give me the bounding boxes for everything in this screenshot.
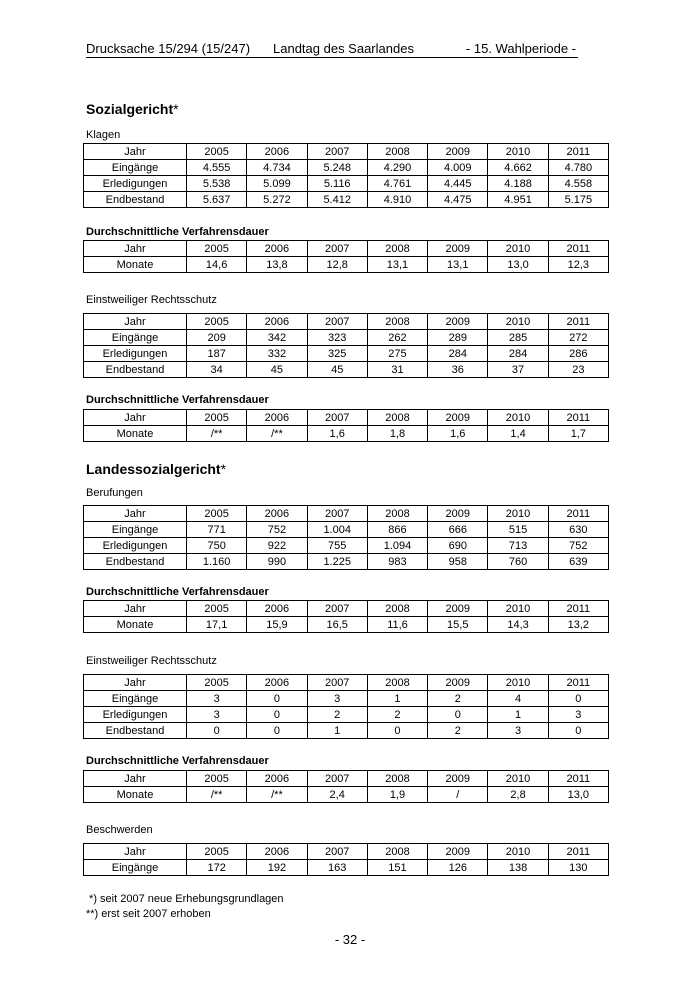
year-header-cell: 2010 (488, 314, 548, 330)
year-header-cell: 2005 (187, 675, 247, 691)
year-header-cell: 2007 (307, 410, 367, 426)
value-cell: /** (247, 787, 307, 803)
value-cell: 342 (247, 330, 307, 346)
value-cell: 285 (488, 330, 548, 346)
value-cell: 4.445 (428, 176, 488, 192)
value-cell: 15,5 (428, 617, 488, 633)
year-header-cell: 2010 (488, 506, 548, 522)
value-cell: 151 (367, 860, 427, 876)
value-cell: 262 (367, 330, 427, 346)
year-header-cell: 2007 (307, 241, 367, 257)
year-header-cell: 2009 (428, 844, 488, 860)
year-header-cell: 2011 (548, 771, 608, 787)
value-cell: 0 (247, 723, 307, 739)
value-cell: 289 (428, 330, 488, 346)
year-header-cell: 2010 (488, 241, 548, 257)
value-cell: 4.188 (488, 176, 548, 192)
year-header-cell: 2009 (428, 675, 488, 691)
value-cell: 34 (187, 362, 247, 378)
year-header-cell: 2007 (307, 144, 367, 160)
row-label-cell: Jahr (84, 241, 187, 257)
value-cell: 3 (187, 691, 247, 707)
value-cell: 3 (187, 707, 247, 723)
value-cell: 13,1 (428, 257, 488, 273)
value-cell: 37 (488, 362, 548, 378)
value-cell: 4.475 (428, 192, 488, 208)
section-title-text: Sozialgericht (86, 101, 174, 117)
statistics-table-durchschnittliche-verfahrensdauer (83, 409, 609, 442)
row-label-cell: Jahr (84, 144, 187, 160)
value-cell: 990 (247, 554, 307, 570)
value-cell: 1,7 (548, 426, 608, 442)
year-header-cell: 2007 (307, 675, 367, 691)
value-cell: /** (187, 426, 247, 442)
table-caption-einstweiliger-rechtsschutz: Einstweiliger Rechtsschutz (86, 294, 217, 306)
value-cell: 0 (428, 707, 488, 723)
year-header-cell: 2009 (428, 771, 488, 787)
value-cell: 16,5 (307, 617, 367, 633)
year-header-cell: 2006 (247, 314, 307, 330)
statistics-table-durchschnittliche-verfahrensdauer (83, 240, 609, 273)
year-header-cell: 2010 (488, 601, 548, 617)
value-cell: 138 (488, 860, 548, 876)
value-cell: 130 (548, 860, 608, 876)
value-cell: 752 (548, 538, 608, 554)
table-caption-einstweiliger-rechtsschutz: Einstweiliger Rechtsschutz (86, 655, 217, 667)
year-header-cell: 2011 (548, 241, 608, 257)
value-cell: 284 (488, 346, 548, 362)
table-row (84, 257, 609, 273)
value-cell: 13,0 (548, 787, 608, 803)
statistics-table-einstweiliger-rechtsschutz (83, 674, 609, 739)
value-cell: 4.290 (367, 160, 427, 176)
row-label-cell: Erledigungen (84, 176, 187, 192)
table-caption-durchschnittliche-verfahrensdauer: Durchschnittliche Verfahrensdauer (86, 394, 269, 406)
value-cell: 1.225 (307, 554, 367, 570)
table-caption-durchschnittliche-verfahrensdauer: Durchschnittliche Verfahrensdauer (86, 226, 269, 238)
year-header-cell: 2007 (307, 314, 367, 330)
value-cell: 2 (367, 707, 427, 723)
year-header-cell: 2007 (307, 771, 367, 787)
year-header-cell: 2006 (247, 675, 307, 691)
year-header-cell: 2008 (367, 601, 427, 617)
table-caption-berufungen: Berufungen (86, 487, 143, 499)
row-label-cell: Monate (84, 257, 187, 273)
statistics-table-durchschnittliche-verfahrensdauer (83, 600, 609, 633)
year-header-cell: 2010 (488, 144, 548, 160)
value-cell: 209 (187, 330, 247, 346)
value-cell: 4.761 (367, 176, 427, 192)
year-header-cell: 2009 (428, 314, 488, 330)
year-header-cell: 2009 (428, 601, 488, 617)
value-cell: 11,6 (367, 617, 427, 633)
year-header-cell: 2009 (428, 410, 488, 426)
row-label-cell: Eingänge (84, 522, 187, 538)
year-header-cell: 2010 (488, 844, 548, 860)
value-cell: 866 (367, 522, 427, 538)
year-header-cell: 2006 (247, 844, 307, 860)
row-label-cell: Erledigungen (84, 346, 187, 362)
table-header-row (84, 410, 609, 426)
value-cell: 172 (187, 860, 247, 876)
value-cell: 4.951 (488, 192, 548, 208)
year-header-cell: 2006 (247, 144, 307, 160)
year-header-cell: 2007 (307, 506, 367, 522)
row-label-cell: Monate (84, 787, 187, 803)
value-cell: 958 (428, 554, 488, 570)
value-cell: 284 (428, 346, 488, 362)
year-header-cell: 2011 (548, 601, 608, 617)
row-label-cell: Jahr (84, 601, 187, 617)
table-row (84, 330, 609, 346)
value-cell: 2 (428, 691, 488, 707)
year-header-cell: 2006 (247, 241, 307, 257)
row-label-cell: Jahr (84, 314, 187, 330)
section-title-text: Landessozialgericht (86, 461, 221, 477)
value-cell: /** (187, 787, 247, 803)
value-cell: 13,0 (488, 257, 548, 273)
value-cell: 36 (428, 362, 488, 378)
year-header-cell: 2010 (488, 771, 548, 787)
value-cell: 1,9 (367, 787, 427, 803)
value-cell: 760 (488, 554, 548, 570)
value-cell: 4.555 (187, 160, 247, 176)
year-header-cell: 2011 (548, 844, 608, 860)
value-cell: 0 (548, 691, 608, 707)
statistics-table-berufungen (83, 505, 609, 570)
table-caption-klagen: Klagen (86, 129, 121, 141)
table-row (84, 346, 609, 362)
year-header-cell: 2009 (428, 506, 488, 522)
value-cell: 192 (247, 860, 307, 876)
row-label-cell: Erledigungen (84, 538, 187, 554)
value-cell: 713 (488, 538, 548, 554)
year-header-cell: 2010 (488, 410, 548, 426)
row-label-cell: Eingänge (84, 330, 187, 346)
value-cell: 755 (307, 538, 367, 554)
value-cell: 922 (247, 538, 307, 554)
value-cell: 666 (428, 522, 488, 538)
value-cell: 0 (247, 707, 307, 723)
value-cell: 5.175 (548, 192, 608, 208)
value-cell: 4.662 (488, 160, 548, 176)
row-label-cell: Endbestand (84, 723, 187, 739)
header-drucksache: Drucksache 15/294 (15/247) (86, 41, 251, 56)
table-row (84, 617, 609, 633)
value-cell: 323 (307, 330, 367, 346)
value-cell: 163 (307, 860, 367, 876)
table-caption-durchschnittliche-verfahrensdauer: Durchschnittliche Verfahrensdauer (86, 586, 269, 598)
value-cell: 5.099 (247, 176, 307, 192)
value-cell: 23 (548, 362, 608, 378)
footnote: *) seit 2007 neue Erhebungsgrundlagen (86, 893, 284, 905)
statistics-table-beschwerden (83, 843, 609, 876)
year-header-cell: 2010 (488, 675, 548, 691)
header-landtag: Landtag des Saarlandes (273, 41, 414, 56)
header-wahlperiode: - 15. Wahlperiode - (465, 41, 576, 56)
footnote: **) erst seit 2007 erhoben (86, 908, 211, 920)
table-row (84, 522, 609, 538)
year-header-cell: 2008 (367, 844, 427, 860)
value-cell: 1.160 (187, 554, 247, 570)
year-header-cell: 2005 (187, 241, 247, 257)
table-row (84, 160, 609, 176)
value-cell: 12,3 (548, 257, 608, 273)
table-row (84, 691, 609, 707)
year-header-cell: 2007 (307, 844, 367, 860)
value-cell: 2 (428, 723, 488, 739)
row-label-cell: Jahr (84, 410, 187, 426)
value-cell: 2 (307, 707, 367, 723)
value-cell: 4.910 (367, 192, 427, 208)
year-header-cell: 2006 (247, 410, 307, 426)
value-cell: 286 (548, 346, 608, 362)
value-cell: 1,8 (367, 426, 427, 442)
value-cell: 126 (428, 860, 488, 876)
table-header-row (84, 241, 609, 257)
table-row (84, 362, 609, 378)
table-row (84, 538, 609, 554)
year-header-cell: 2011 (548, 675, 608, 691)
value-cell: 2,8 (488, 787, 548, 803)
value-cell: 2,4 (307, 787, 367, 803)
value-cell: 272 (548, 330, 608, 346)
table-row (84, 176, 609, 192)
row-label-cell: Jahr (84, 675, 187, 691)
footnote-marker: * (173, 101, 179, 117)
row-label-cell: Monate (84, 426, 187, 442)
value-cell: / (428, 787, 488, 803)
year-header-cell: 2008 (367, 410, 427, 426)
year-header-cell: 2009 (428, 144, 488, 160)
value-cell: 31 (367, 362, 427, 378)
table-row (84, 707, 609, 723)
year-header-cell: 2009 (428, 241, 488, 257)
year-header-cell: 2008 (367, 144, 427, 160)
value-cell: 690 (428, 538, 488, 554)
value-cell: 0 (548, 723, 608, 739)
statistics-table-klagen (83, 143, 609, 208)
table-header-row (84, 506, 609, 522)
table-row (84, 426, 609, 442)
year-header-cell: 2011 (548, 314, 608, 330)
year-header-cell: 2011 (548, 410, 608, 426)
section-title-landessozialgericht (86, 461, 226, 477)
row-label-cell: Endbestand (84, 362, 187, 378)
year-header-cell: 2005 (187, 844, 247, 860)
value-cell: 515 (488, 522, 548, 538)
value-cell: 5.116 (307, 176, 367, 192)
value-cell: 275 (367, 346, 427, 362)
value-cell: 0 (367, 723, 427, 739)
value-cell: 15,9 (247, 617, 307, 633)
year-header-cell: 2011 (548, 144, 608, 160)
value-cell: 13,1 (367, 257, 427, 273)
table-row (84, 723, 609, 739)
year-header-cell: 2005 (187, 601, 247, 617)
year-header-cell: 2008 (367, 771, 427, 787)
value-cell: 1,6 (307, 426, 367, 442)
table-header-row (84, 601, 609, 617)
table-header-row (84, 844, 609, 860)
year-header-cell: 2008 (367, 506, 427, 522)
value-cell: 3 (307, 691, 367, 707)
section-title-sozialgericht (86, 101, 179, 117)
value-cell: 3 (488, 723, 548, 739)
table-caption-durchschnittliche-verfahrensdauer: Durchschnittliche Verfahrensdauer (86, 755, 269, 767)
value-cell: 13,2 (548, 617, 608, 633)
value-cell: 45 (247, 362, 307, 378)
value-cell: 14,6 (187, 257, 247, 273)
document-header (86, 41, 578, 58)
statistics-table-durchschnittliche-verfahrensdauer (83, 770, 609, 803)
value-cell: 4 (488, 691, 548, 707)
value-cell: 5.272 (247, 192, 307, 208)
year-header-cell: 2008 (367, 241, 427, 257)
value-cell: 1.094 (367, 538, 427, 554)
year-header-cell: 2011 (548, 506, 608, 522)
table-header-row (84, 314, 609, 330)
row-label-cell: Eingänge (84, 160, 187, 176)
value-cell: 1 (307, 723, 367, 739)
table-header-row (84, 771, 609, 787)
value-cell: 5.248 (307, 160, 367, 176)
value-cell: 4.009 (428, 160, 488, 176)
value-cell: 639 (548, 554, 608, 570)
year-header-cell: 2006 (247, 771, 307, 787)
value-cell: 4.780 (548, 160, 608, 176)
year-header-cell: 2005 (187, 144, 247, 160)
value-cell: 1,6 (428, 426, 488, 442)
value-cell: 771 (187, 522, 247, 538)
value-cell: 750 (187, 538, 247, 554)
year-header-cell: 2008 (367, 675, 427, 691)
row-label-cell: Eingänge (84, 860, 187, 876)
page-number: - 32 - (334, 932, 366, 947)
value-cell: 1.004 (307, 522, 367, 538)
value-cell: 0 (247, 691, 307, 707)
value-cell: 5.412 (307, 192, 367, 208)
value-cell: 13,8 (247, 257, 307, 273)
value-cell: 1 (488, 707, 548, 723)
row-label-cell: Jahr (84, 771, 187, 787)
table-header-row (84, 144, 609, 160)
row-label-cell: Endbestand (84, 554, 187, 570)
table-caption-beschwerden: Beschwerden (86, 824, 153, 836)
value-cell: 5.637 (187, 192, 247, 208)
row-label-cell: Jahr (84, 844, 187, 860)
table-row (84, 860, 609, 876)
footnote-marker: * (220, 461, 227, 477)
year-header-cell: 2006 (247, 601, 307, 617)
value-cell: 12,8 (307, 257, 367, 273)
value-cell: 325 (307, 346, 367, 362)
value-cell: 630 (548, 522, 608, 538)
year-header-cell: 2005 (187, 771, 247, 787)
value-cell: 14,3 (488, 617, 548, 633)
year-header-cell: 2007 (307, 601, 367, 617)
value-cell: 752 (247, 522, 307, 538)
year-header-cell: 2005 (187, 314, 247, 330)
table-row (84, 192, 609, 208)
year-header-cell: 2005 (187, 410, 247, 426)
value-cell: 332 (247, 346, 307, 362)
value-cell: 3 (548, 707, 608, 723)
value-cell: 5.538 (187, 176, 247, 192)
year-header-cell: 2005 (187, 506, 247, 522)
row-label-cell: Erledigungen (84, 707, 187, 723)
value-cell: 983 (367, 554, 427, 570)
year-header-cell: 2006 (247, 506, 307, 522)
row-label-cell: Eingänge (84, 691, 187, 707)
row-label-cell: Jahr (84, 506, 187, 522)
value-cell: 1,4 (488, 426, 548, 442)
value-cell: 45 (307, 362, 367, 378)
table-row (84, 554, 609, 570)
row-label-cell: Monate (84, 617, 187, 633)
value-cell: 1 (367, 691, 427, 707)
value-cell: 4.734 (247, 160, 307, 176)
table-header-row (84, 675, 609, 691)
value-cell: 17,1 (187, 617, 247, 633)
value-cell: /** (247, 426, 307, 442)
value-cell: 0 (187, 723, 247, 739)
year-header-cell: 2008 (367, 314, 427, 330)
table-row (84, 787, 609, 803)
value-cell: 4.558 (548, 176, 608, 192)
value-cell: 187 (187, 346, 247, 362)
row-label-cell: Endbestand (84, 192, 187, 208)
statistics-table-einstweiliger-rechtsschutz (83, 313, 609, 378)
